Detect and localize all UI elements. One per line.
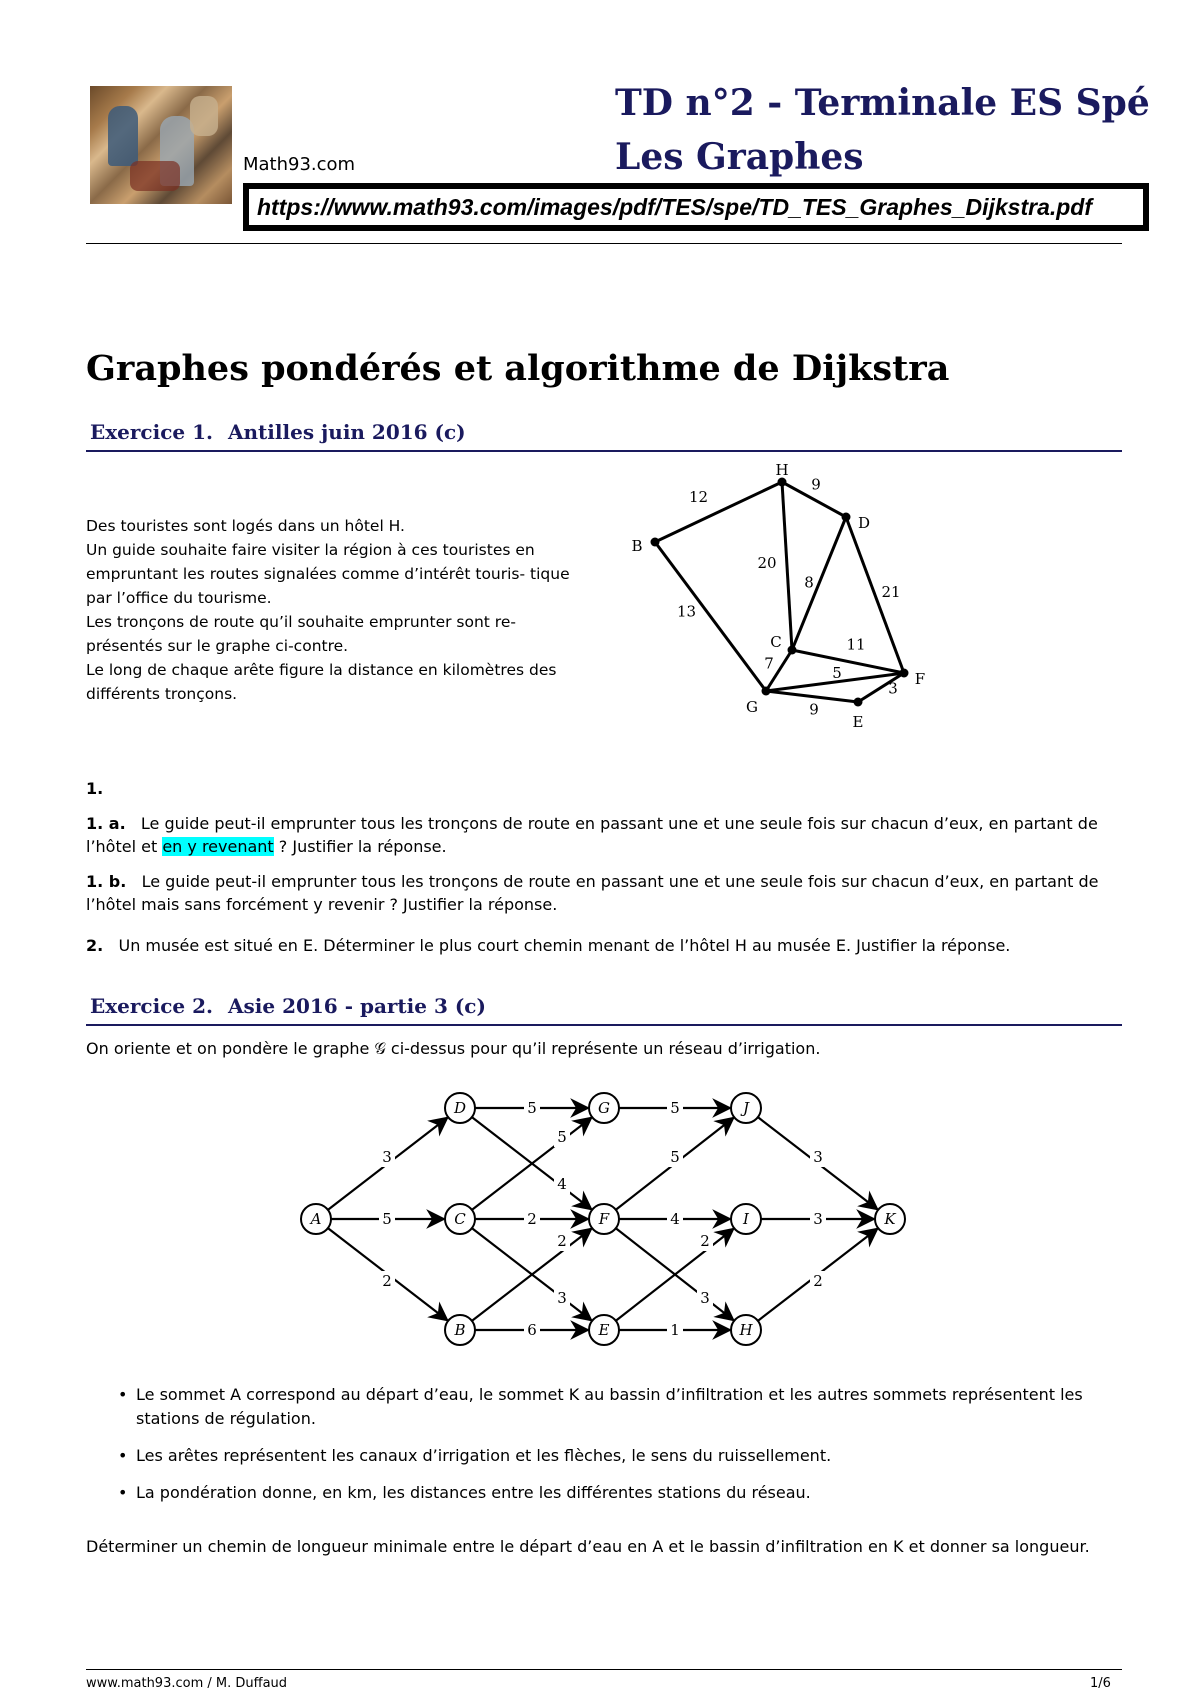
edge-weight: 21	[881, 583, 901, 601]
graph1-node	[854, 698, 863, 707]
edge-weight: 20	[757, 554, 777, 572]
exercise1-heading	[86, 420, 1122, 452]
arc-weight: 5	[670, 1099, 680, 1117]
node-label: I	[743, 1210, 749, 1228]
question-1-label: 1.	[86, 779, 104, 798]
arc-weight: 4	[557, 1175, 567, 1193]
exercise2-question: Déterminer un chemin de longueur minimale entre le départ d’eau en A et le bassin d’infiltration en K et donner sa longueur.	[86, 1537, 1090, 1556]
arc-weight: 3	[813, 1210, 823, 1228]
arc-weight: 3	[557, 1289, 567, 1307]
document-title: Graphes pondérés et algorithme de Dijkstra	[86, 348, 950, 389]
graph1-node	[842, 513, 851, 522]
edge-weight: 11	[846, 635, 866, 654]
exercise1-title: Antilles juin 2016 (c)	[228, 420, 466, 444]
graph1-node	[762, 687, 771, 696]
arc-weight: 2	[557, 1232, 567, 1250]
node-label: C	[770, 633, 782, 651]
exercise1-number: Exercice 1.	[90, 420, 213, 444]
edge-weight: 13	[676, 602, 697, 621]
highlighted-text: en y revenant	[162, 837, 274, 856]
node-label: A	[310, 1210, 322, 1228]
node-label: B	[454, 1321, 466, 1339]
td-title: TD n°2 - Terminale ES Spé	[615, 82, 1150, 124]
edge-weight: 9	[811, 475, 821, 494]
intro-line: Un guide souhaite faire visiter la région à ces touristes en empruntant les routes signalées comme d’intérêt touris- tique par l’office du tourisme.	[86, 541, 570, 607]
arc-weight: 5	[527, 1099, 537, 1117]
footer-credit: www.math93.com / M. Duffaud	[86, 1676, 288, 1691]
edge-weight: 7	[764, 654, 774, 673]
document-url[interactable]: https://www.math93.com/images/pdf/TES/spe/TD_TES_Graphes_Dijkstra.pdf	[243, 183, 1149, 231]
bullet-item: • Le sommet A correspond au départ d’eau, le sommet K au bassin d’infiltration et les autres sommets représentent les stations de régulation.	[118, 1383, 1122, 1431]
node-label: J	[742, 1099, 750, 1117]
graph1-edges	[655, 476, 904, 719]
edge-weight: 3	[888, 679, 898, 698]
exercise2-number: Exercice 2.	[90, 994, 213, 1018]
graph1-edge	[792, 517, 846, 650]
arc-weight: 5	[557, 1128, 567, 1146]
tourist-graph	[620, 462, 940, 762]
graph1-node	[900, 669, 909, 678]
node-label: K	[884, 1210, 896, 1228]
arc-weight: 5	[382, 1210, 392, 1228]
site-name: Math93.com	[243, 154, 356, 175]
bullet-item: • Les arêtes représentent les canaux d’irrigation et les flèches, le sens du ruissellement.	[118, 1444, 1122, 1468]
node-label: B	[631, 537, 643, 555]
node-label: F	[598, 1210, 610, 1228]
node-label: D	[857, 514, 871, 532]
arc-weight: 3	[382, 1148, 392, 1166]
exercise2-intro: On oriente et on pondère le graphe 𝒢 ci-dessus pour qu’il représente un réseau d’irrigation.	[86, 1039, 821, 1058]
intro-line: Le long de chaque arête figure la distance en kilomètres des différents tronçons.	[86, 661, 557, 703]
exercise2-title: Asie 2016 - partie 3 (c)	[228, 994, 486, 1018]
header-divider	[86, 243, 1122, 244]
node-label: E	[598, 1321, 610, 1339]
question-2	[86, 934, 1122, 957]
arc-weight: 5	[670, 1148, 680, 1166]
graph1-edge	[655, 482, 782, 542]
logo-image	[90, 86, 232, 204]
edge-weight: 9	[809, 700, 819, 719]
node-label: F	[914, 670, 926, 688]
bullet-item: • La pondération donne, en km, les distances entre les différentes stations du réseau.	[118, 1481, 1122, 1505]
bullet-list	[118, 1383, 1122, 1518]
question-1a-label: 1. a.	[86, 814, 126, 833]
node-label: H	[775, 462, 789, 479]
node-label: H	[739, 1321, 753, 1339]
question-1a-text: Le guide peut-il emprunter tous les tronçons de route en passant une et une seule fois sur chacun d’eux, en partant de l’hôtel et	[86, 814, 1098, 856]
question-1b-label: 1. b.	[86, 872, 127, 891]
question-2-text: Un musée est situé en E. Déterminer le plus court chemin menant de l’hôtel H au musée E. Justifier la réponse.	[118, 936, 1011, 955]
arc-weight: 3	[813, 1148, 823, 1166]
arc-weight: 4	[670, 1210, 680, 1228]
arc-weight: 1	[670, 1321, 680, 1339]
node-label: D	[453, 1099, 467, 1117]
footer-divider	[86, 1669, 1122, 1670]
node-label: C	[454, 1210, 466, 1228]
node-label: G	[746, 698, 758, 716]
intro-line: Des touristes sont logés dans un hôtel H.	[86, 517, 405, 535]
graph1-node	[788, 646, 797, 655]
arc-weight: 2	[382, 1272, 392, 1290]
question-1b	[86, 870, 1122, 916]
irrigation-graph	[286, 1076, 916, 1356]
edge-weight: 5	[832, 664, 842, 682]
question-1a	[86, 812, 1122, 858]
question-1b-text: Le guide peut-il emprunter tous les tronçons de route en passant une et une seule fois sur chacun d’eux, en partant de l’hôtel mais sans forcément y revenir ? Justifier la réponse.	[86, 872, 1099, 914]
arc-weight: 3	[700, 1289, 710, 1307]
graph1-edge	[655, 542, 766, 691]
arc-weight: 2	[700, 1232, 710, 1250]
edge-weight: 8	[804, 573, 814, 592]
arc-weight: 2	[813, 1272, 823, 1290]
node-label: E	[852, 713, 864, 731]
page-number: 1/6	[1090, 1676, 1111, 1691]
intro-line: Les tronçons de route qu’il souhaite emprunter sont re- présentés sur le graphe ci-contre.	[86, 613, 516, 655]
arc-weight: 2	[527, 1210, 537, 1228]
question-2-label: 2.	[86, 936, 104, 955]
graph1-node	[651, 538, 660, 547]
exercise1-intro	[86, 514, 570, 706]
node-label: G	[598, 1099, 610, 1117]
graph1-edge	[782, 482, 792, 650]
subject-title: Les Graphes	[615, 136, 864, 178]
edge-weight: 12	[688, 488, 709, 506]
question-1a-text-end: ? Justifier la réponse.	[273, 837, 447, 856]
arc-weight: 6	[527, 1321, 537, 1339]
exercise2-heading	[86, 994, 1122, 1026]
